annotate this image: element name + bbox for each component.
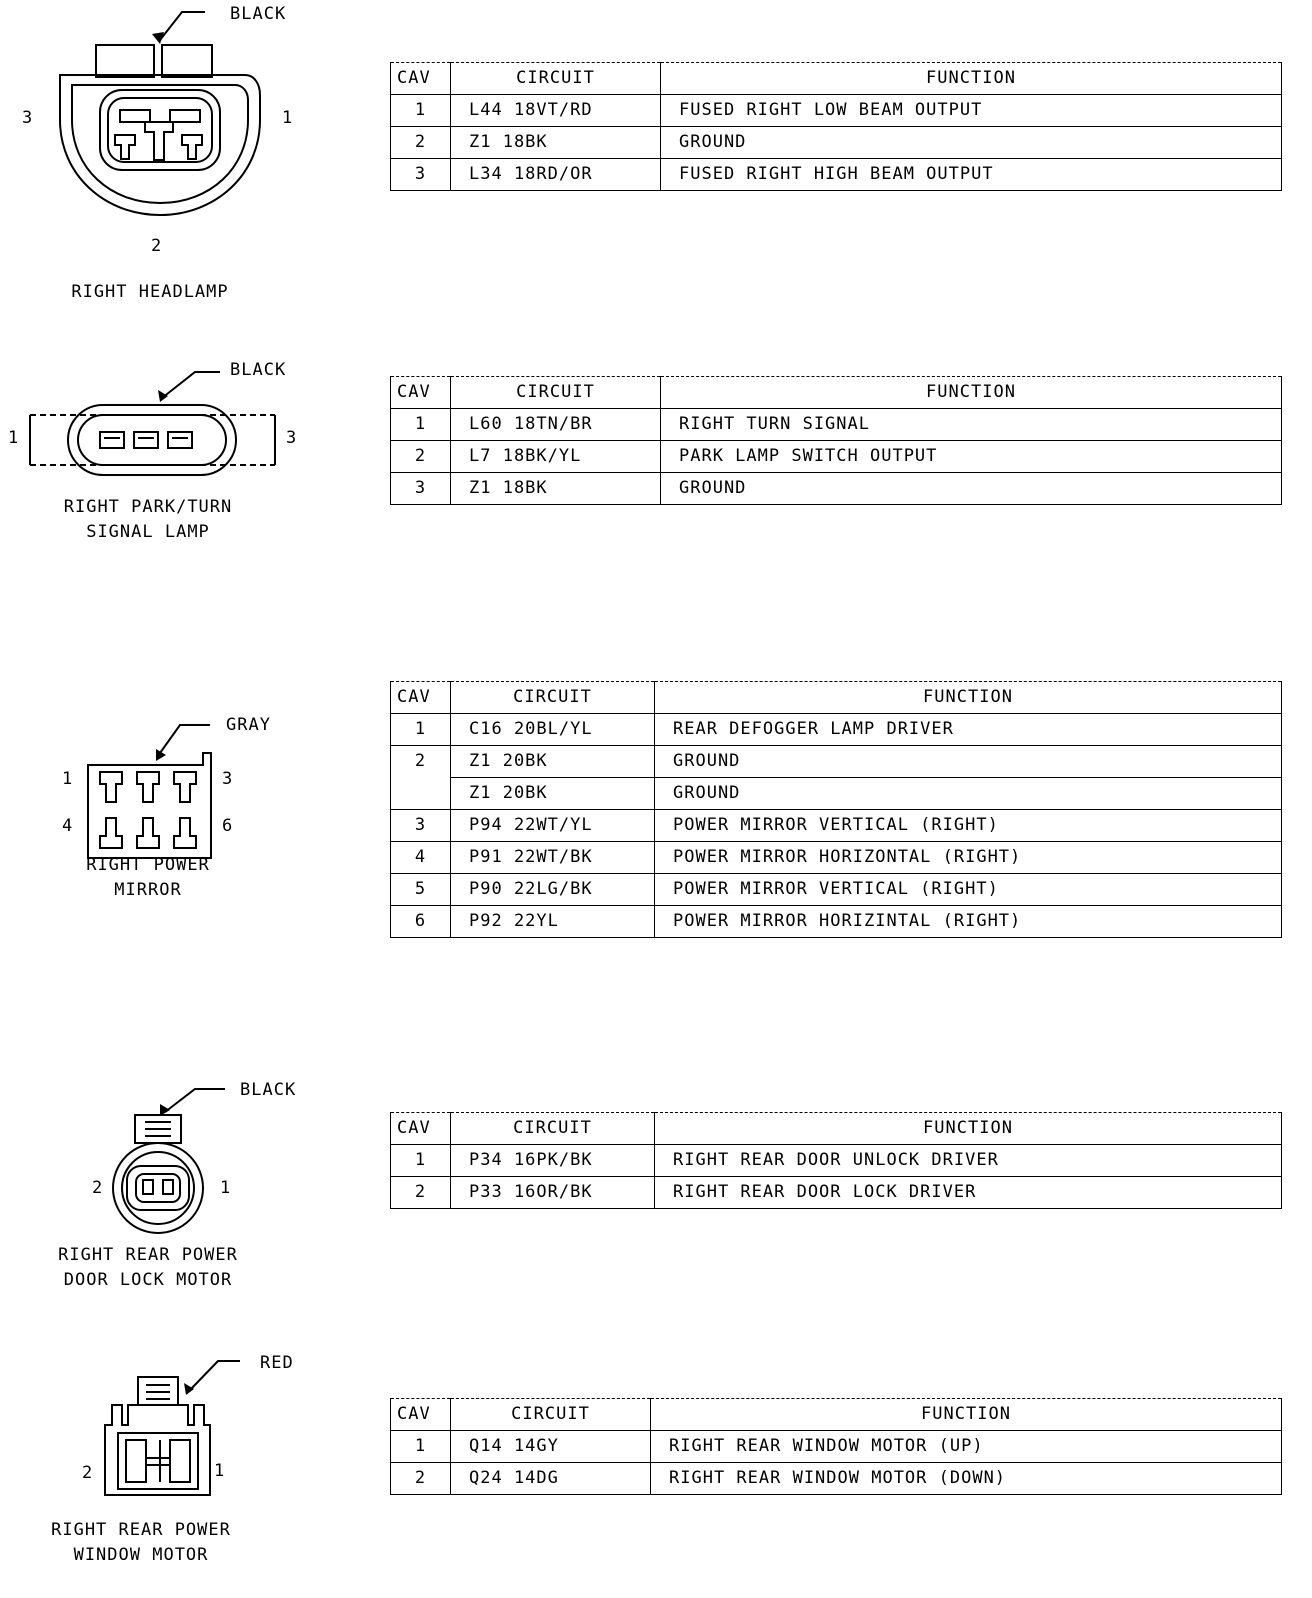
circuit-cell: Q14 14GY xyxy=(451,1431,651,1463)
function-cell: FUSED RIGHT LOW BEAM OUTPUT xyxy=(661,95,1282,127)
pinout-table-right-headlamp xyxy=(390,62,1282,191)
connector-name xyxy=(0,280,300,305)
table-row xyxy=(391,159,1282,191)
circuit-cell: P33 16OR/BK xyxy=(451,1177,655,1209)
cav-cell: 2 xyxy=(391,127,451,159)
table-row xyxy=(391,441,1282,473)
table-row xyxy=(391,127,1282,159)
table-row xyxy=(391,473,1282,505)
function-cell: RIGHT REAR WINDOW MOTOR (UP) xyxy=(651,1431,1282,1463)
circuit-cell: Z1 18BK xyxy=(451,127,661,159)
pin-label: 1 xyxy=(8,428,20,448)
cav-cell: 3 xyxy=(391,810,451,842)
cav-cell: 2 xyxy=(391,1177,451,1209)
wire-color-label: RED xyxy=(260,1353,294,1373)
table-row xyxy=(391,746,1282,778)
connector-name xyxy=(0,1518,282,1568)
cav-cell: 1 xyxy=(391,1431,451,1463)
table-row xyxy=(391,1177,1282,1209)
pinout-table-right-park-turn-signal-lamp xyxy=(390,376,1282,505)
wire-color-label: GRAY xyxy=(226,715,271,735)
circuit-cell: L44 18VT/RD xyxy=(451,95,661,127)
cav-cell: 1 xyxy=(391,1145,451,1177)
circuit-cell: C16 20BL/YL xyxy=(451,714,655,746)
cav-cell: 1 xyxy=(391,714,451,746)
pin-label: 1 xyxy=(62,769,74,789)
function-cell: GROUND xyxy=(661,127,1282,159)
pin-label: 3 xyxy=(286,428,298,448)
function-cell: POWER MIRROR HORIZONTAL (RIGHT) xyxy=(655,842,1282,874)
connector-name-line: RIGHT POWER xyxy=(86,855,210,875)
function-cell: GROUND xyxy=(655,746,1282,778)
wire-color-label: BLACK xyxy=(230,4,287,24)
table-row xyxy=(391,810,1282,842)
circuit-cell: P94 22WT/YL xyxy=(451,810,655,842)
connector-name-line: RIGHT REAR POWER xyxy=(51,1520,231,1540)
table-row xyxy=(391,409,1282,441)
connector-name-line: MIRROR xyxy=(114,880,182,900)
table-row xyxy=(391,778,1282,810)
circuit-cell: Q24 14DG xyxy=(451,1463,651,1495)
connector-right-rear-power-window-motor xyxy=(0,1355,380,1598)
circuit-cell: Z1 18BK xyxy=(451,473,661,505)
connector-name xyxy=(0,1243,296,1293)
pinout-table-right-power-mirror xyxy=(390,681,1282,938)
circuit-header: CIRCUIT xyxy=(451,682,655,714)
pin-label: 2 xyxy=(92,1178,104,1198)
cav-cell: 3 xyxy=(391,473,451,505)
circuit-cell: L34 18RD/OR xyxy=(451,159,661,191)
function-cell: GROUND xyxy=(661,473,1282,505)
connector-name xyxy=(0,853,296,903)
connector-name-line: RIGHT REAR POWER xyxy=(58,1245,238,1265)
function-header: FUNCTION xyxy=(661,377,1282,409)
cav-cell: 2 xyxy=(391,746,451,778)
connector-name-line: RIGHT HEADLAMP xyxy=(71,282,229,302)
circuit-header: CIRCUIT xyxy=(451,1399,651,1431)
function-cell: RIGHT TURN SIGNAL xyxy=(661,409,1282,441)
function-header: FUNCTION xyxy=(655,1113,1282,1145)
function-cell: RIGHT REAR WINDOW MOTOR (DOWN) xyxy=(651,1463,1282,1495)
cav-cell: 5 xyxy=(391,874,451,906)
connector-right-park-turn-signal-lamp xyxy=(0,360,380,560)
table-row xyxy=(391,842,1282,874)
function-cell: POWER MIRROR VERTICAL (RIGHT) xyxy=(655,874,1282,906)
cav-cell: 1 xyxy=(391,95,451,127)
wire-color-label: BLACK xyxy=(240,1080,297,1100)
pin-label: 3 xyxy=(222,769,234,789)
function-cell: POWER MIRROR HORIZINTAL (RIGHT) xyxy=(655,906,1282,938)
cav-header: CAV xyxy=(391,63,451,95)
function-cell: REAR DEFOGGER LAMP DRIVER xyxy=(655,714,1282,746)
table-row xyxy=(391,714,1282,746)
connector-name-line: DOOR LOCK MOTOR xyxy=(63,1270,233,1290)
cav-cell xyxy=(391,778,451,810)
table-row xyxy=(391,906,1282,938)
cav-header: CAV xyxy=(391,682,451,714)
pin-label: 1 xyxy=(214,1461,226,1481)
cav-cell: 2 xyxy=(391,1463,451,1495)
cav-cell: 4 xyxy=(391,842,451,874)
cav-cell: 1 xyxy=(391,409,451,441)
headlamp-connector-icon xyxy=(0,0,380,320)
circuit-cell: P34 16PK/BK xyxy=(451,1145,655,1177)
cav-cell: 6 xyxy=(391,906,451,938)
connector-right-headlamp xyxy=(0,0,380,320)
table-row xyxy=(391,95,1282,127)
circuit-cell: L60 18TN/BR xyxy=(451,409,661,441)
pin-label: 4 xyxy=(62,816,74,836)
cav-cell: 2 xyxy=(391,441,451,473)
function-cell: POWER MIRROR VERTICAL (RIGHT) xyxy=(655,810,1282,842)
circuit-cell: Z1 20BK xyxy=(451,778,655,810)
pin-label: 2 xyxy=(151,236,163,256)
pin-label: 6 xyxy=(222,816,234,836)
function-cell: PARK LAMP SWITCH OUTPUT xyxy=(661,441,1282,473)
cav-header: CAV xyxy=(391,1399,451,1431)
pin-label: 1 xyxy=(220,1178,232,1198)
function-header: FUNCTION xyxy=(655,682,1282,714)
table-header-row xyxy=(391,1399,1282,1431)
connector-name-line: WINDOW MOTOR xyxy=(73,1545,209,1565)
table-row xyxy=(391,1431,1282,1463)
connector-right-rear-power-door-lock-motor xyxy=(0,1080,380,1305)
circuit-cell: Z1 20BK xyxy=(451,746,655,778)
function-cell: RIGHT REAR DOOR LOCK DRIVER xyxy=(655,1177,1282,1209)
wire-color-label: BLACK xyxy=(230,360,287,380)
table-row xyxy=(391,874,1282,906)
table-row xyxy=(391,1463,1282,1495)
function-header: FUNCTION xyxy=(661,63,1282,95)
connector-name-line: SIGNAL LAMP xyxy=(86,522,210,542)
function-cell: FUSED RIGHT HIGH BEAM OUTPUT xyxy=(661,159,1282,191)
function-cell: GROUND xyxy=(655,778,1282,810)
pinout-table-right-rear-power-door-lock-motor xyxy=(390,1112,1282,1209)
cav-header: CAV xyxy=(391,377,451,409)
pin-label: 1 xyxy=(282,108,294,128)
circuit-cell: P90 22LG/BK xyxy=(451,874,655,906)
pin-label: 2 xyxy=(82,1463,94,1483)
pinout-table-right-rear-power-window-motor xyxy=(390,1398,1282,1495)
circuit-cell: P92 22YL xyxy=(451,906,655,938)
circuit-header: CIRCUIT xyxy=(451,377,661,409)
table-row xyxy=(391,1145,1282,1177)
circuit-cell: P91 22WT/BK xyxy=(451,842,655,874)
connector-right-power-mirror xyxy=(0,705,380,920)
cav-header: CAV xyxy=(391,1113,451,1145)
cav-cell: 3 xyxy=(391,159,451,191)
circuit-header: CIRCUIT xyxy=(451,1113,655,1145)
pin-label: 3 xyxy=(22,108,34,128)
table-header-row xyxy=(391,682,1282,714)
connector-name xyxy=(0,495,296,545)
table-header-row xyxy=(391,1113,1282,1145)
circuit-cell: L7 18BK/YL xyxy=(451,441,661,473)
table-header-row xyxy=(391,63,1282,95)
circuit-header: CIRCUIT xyxy=(451,63,661,95)
table-header-row xyxy=(391,377,1282,409)
function-header: FUNCTION xyxy=(651,1399,1282,1431)
connector-name-line: RIGHT PARK/TURN xyxy=(63,497,233,517)
function-cell: RIGHT REAR DOOR UNLOCK DRIVER xyxy=(655,1145,1282,1177)
